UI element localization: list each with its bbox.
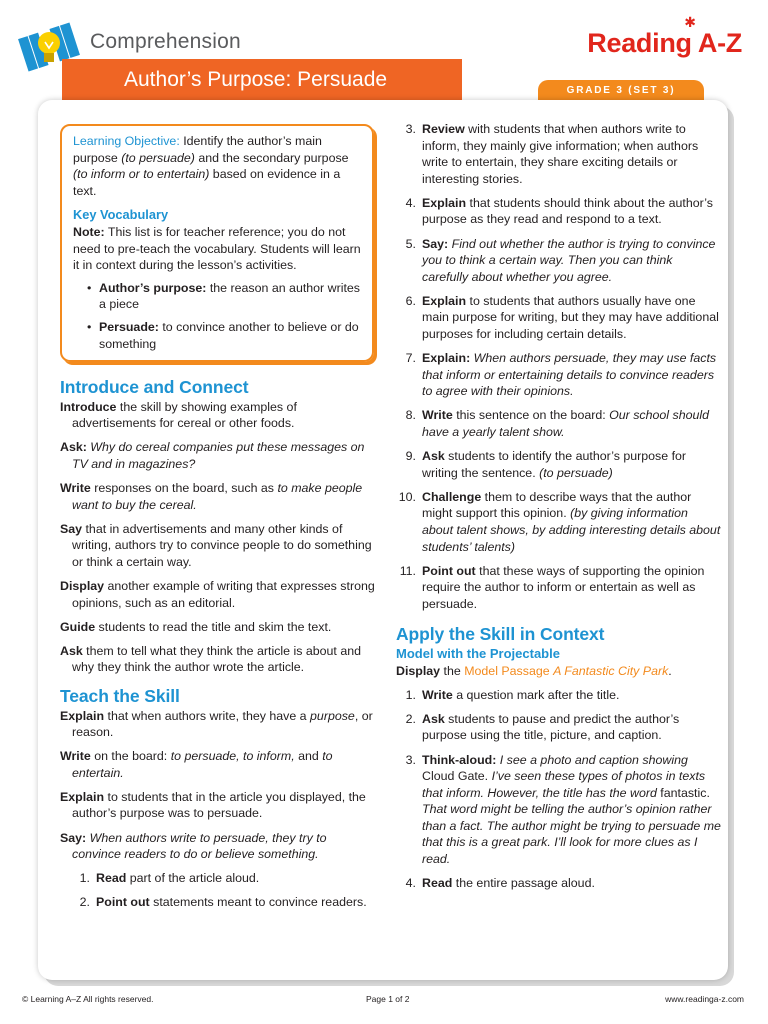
teach-p1: Explain that when authors write, they have a purpose, or reason. [60,708,373,740]
left-column [60,379,376,918]
footer-website[interactable]: www.readinga-z.com [665,994,744,1004]
teach-step-2: 2. Point out statements meant to convince readers. [79,895,367,910]
page-title: Author’s Purpose: Persuade [62,59,462,101]
teach-p3: Explain to students that in the article you displayed, the author’s purpose was to persuade. [60,789,366,821]
brand-spark-icon: ✱ [684,14,696,30]
introduce-p3: Write responses on the board, such as to make people want to buy the cereal. [60,480,363,512]
vocab-item: • Author’s purpose: the reason an author writes a piece [73,280,363,313]
introduce-p1: Introduce the skill by showing examples of advertisements for cereal or other foods. [60,399,297,431]
teach-step-1: 1. Read part of the article aloud. [79,871,260,886]
introduce-heading: Introduce and Connect [60,377,249,397]
teach-heading: Teach the Skill [60,685,180,706]
vocab-list [73,280,363,352]
footer-page-number: Page 1 of 2 [366,994,410,1004]
introduce-p7: Ask them to tell what they think the article is about and why they think the author wrote the article. [60,643,361,675]
grade-tab: GRADE 3 (SET 3) [538,80,704,101]
right-column [396,121,722,899]
vocab-item: • Persuade: to convince another to believe or do something [73,319,363,352]
brand-logo: Reading A-Z [587,28,742,58]
step-9: 9. Ask students to identify the author’s purpose for writing the sentence. (to persuade) [405,449,687,480]
apply-display: Display the Model Passage A Fantastic City Park. [396,663,672,678]
learning-objective: Learning Objective: Identify the author’s main purpose (to persuade) and the secondary purpose (to inform or to entertain) based on evidence in a text. [73,134,349,198]
step-8: 8. Write this sentence on the board: Our school should have a yearly talent show. [405,408,710,439]
introduce-p5: Display another example of writing that expresses strong opinions, such as an editorial. [60,578,375,610]
objective-content [73,133,363,358]
apply-step-3: 3. Think-aloud: I see a photo and caption showing Cloud Gate. I’ve seen these types of photos in texts that inform. However, the title has the word fantastic. That word might be telling the author’s opinion rather than a fact. The author might be trying to persuade me that this is a great park. I’ll look for more clues as I read. [405,752,721,867]
step-3: 3. Review with students that when authors write to inform, they mainly give information; when authors write to entertain, they share exciting details or interesting stories. [405,122,699,186]
teach-p4: Say: When authors write to persuade, they try to convince readers to do or believe something. [60,830,327,862]
vocab-note: Note: This list is for teacher reference; you do not need to pre-teach the vocabulary. Students will learn it in context during the lesson’s activities. [73,224,361,273]
step-5: 5. Say: Find out whether the author is trying to convince you to think a certain way. Then you can think carefully about whether you agree. [405,236,716,284]
model-passage-link[interactable]: Model Passage [464,663,554,678]
apply-step-2: 2. Ask students to pause and predict the author’s purpose using the title, picture, and caption. [405,711,680,743]
step-11: 11. Point out that these ways of supporting the opinion require the author to inform or entertain as well as persuade. [399,563,705,611]
step-10: 10. Challenge them to describe ways that the author might support this opinion. (by giving information about talent shows, by adding interesting details about students’ talents) [398,489,721,554]
apply-subheading: Model with the Projectable [396,646,560,662]
apply-step-4: 4. Read the entire passage aloud. [405,876,595,891]
step-4: 4. Explain that students should think about the author’s purpose as they read and respond to a text. [405,195,713,227]
apply-heading: Apply the Skill in Context [396,624,605,645]
step-7: 7. Explain: When authors persuade, they may use facts that inform or entertaining details to convince readers to agree with their opinions. [405,351,717,399]
apply-step-1: 1. Write a question mark after the title. [405,687,620,702]
section-label: Comprehension [90,30,241,53]
introduce-p6: Guide students to read the title and skim the text. [60,619,332,634]
step-6: 6. Explain to students that authors usually have one main purpose for writing, but they may have additional purposes for including certain details. [405,293,719,342]
introduce-p4: Say that in advertisements and many other kinds of writing, authors try to convince people to do something or think a certain way. [60,521,372,569]
vocab-heading: Key Vocabulary [73,207,169,223]
introduce-p2: Ask: Why do cereal companies put these messages on TV and in magazines? [60,440,365,471]
teach-p2: Write on the board: to persuade, to inform, and to entertain. [60,749,333,780]
footer-copyright: © Learning A–Z All rights reserved. [22,994,154,1004]
